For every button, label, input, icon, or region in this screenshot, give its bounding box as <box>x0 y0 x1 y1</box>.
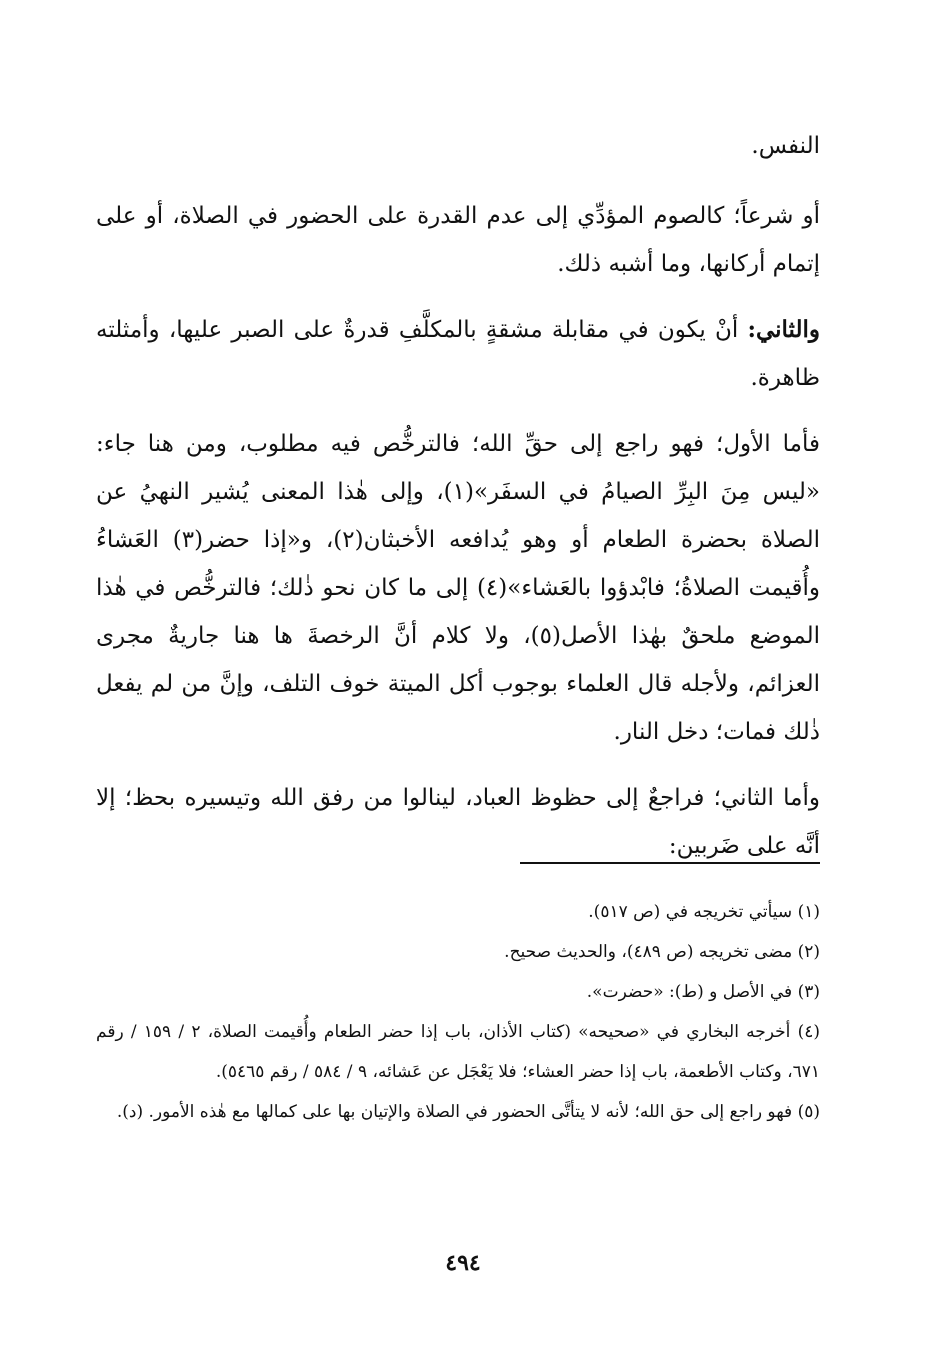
footnote-5: (٥) فهو راجع إلى حق الله؛ لأنه لا يتأتَّى الحضور في الصلاة والإتيان بها على كمالها مع هٰذه الأمور. (د). <box>116 1102 820 1122</box>
paragraph-shar-an: أو شرعاً؛ كالصوم المؤدِّي إلى عدم القدرة على الحضور في الصلاة، أو على إتمام أركانها، وما أشبه ذلك. <box>96 203 820 277</box>
footnote-2: (٢) مضى تخريجه (ص ٤٨٩)، والحديث صحيح. <box>504 942 820 962</box>
paragraph-al-thani-text: أنْ يكون في مقابلة مشقةٍ بالمكلَّفِ قدرةٌ على الصبر عليها، وأمثلته ظاهرة. <box>96 317 820 391</box>
footnote-3: (٣) في الأصل و (ط): «حضرت». <box>586 982 820 1002</box>
paragraph-continuation: النفس. <box>751 133 820 159</box>
paragraph-al-thani <box>96 306 820 402</box>
footnote-4: (٤) أخرجه البخاري في «صحيحه» (كتاب الأذان، باب إذا حضر الطعام وأُقيمت الصلاة، ٢ / ١٥٩ / رقم ٦٧١، وكتاب الأطعمة، باب إذا حضر العشاء؛ فلا يَعْجَل عن عَشائه، ٩ / ٥٨٤ / رقم ٥٤٦٥). <box>96 1022 820 1082</box>
footnote-1: (١) سيأتي تخريجه في (ص ٥١٧). <box>588 902 820 922</box>
keyword-al-thani: والثاني: <box>747 316 820 343</box>
page-number: ٤٩٤ <box>445 1250 481 1276</box>
footnotes <box>96 892 820 1132</box>
main-text <box>96 122 820 888</box>
paragraph-amma-al-awwal: فأما الأول؛ فهو راجع إلى حقِّ الله؛ فالترخُّص فيه مطلوب، ومن هنا جاء: «ليس مِنَ البِرِّ الصيامُ في السفَر»(١)، وإلى هٰذا المعنى يُشير النهيُ عن الصلاة بحضرة الطعام أو وهو يُدافعه الأخبثان(٢)، و«إذا حضر(٣) العَشاءُ وأُقيمت الصلاةُ؛ فابْدؤوا بالعَشاء»(٤) إلى ما كان نحو ذٰلك؛ فالترخُّص في هٰذا الموضع ملحقٌ بهٰذا الأصل(٥)، ولا كلام أنَّ الرخصةَ ها هنا جاريةٌ مجرى العزائم، ولأجله قال العلماء بوجوب أكل الميتة خوف التلف، وإنَّ من لم يفعل ذٰلك فمات؛ دخل النار. <box>96 431 821 745</box>
footnote-separator <box>520 862 820 864</box>
paragraph-amma-al-thani: وأما الثاني؛ فراجعٌ إلى حظوظ العباد، لينالوا من رفق الله وتيسيره بحظ؛ إلا أنَّه على ضَربين: <box>96 785 820 859</box>
